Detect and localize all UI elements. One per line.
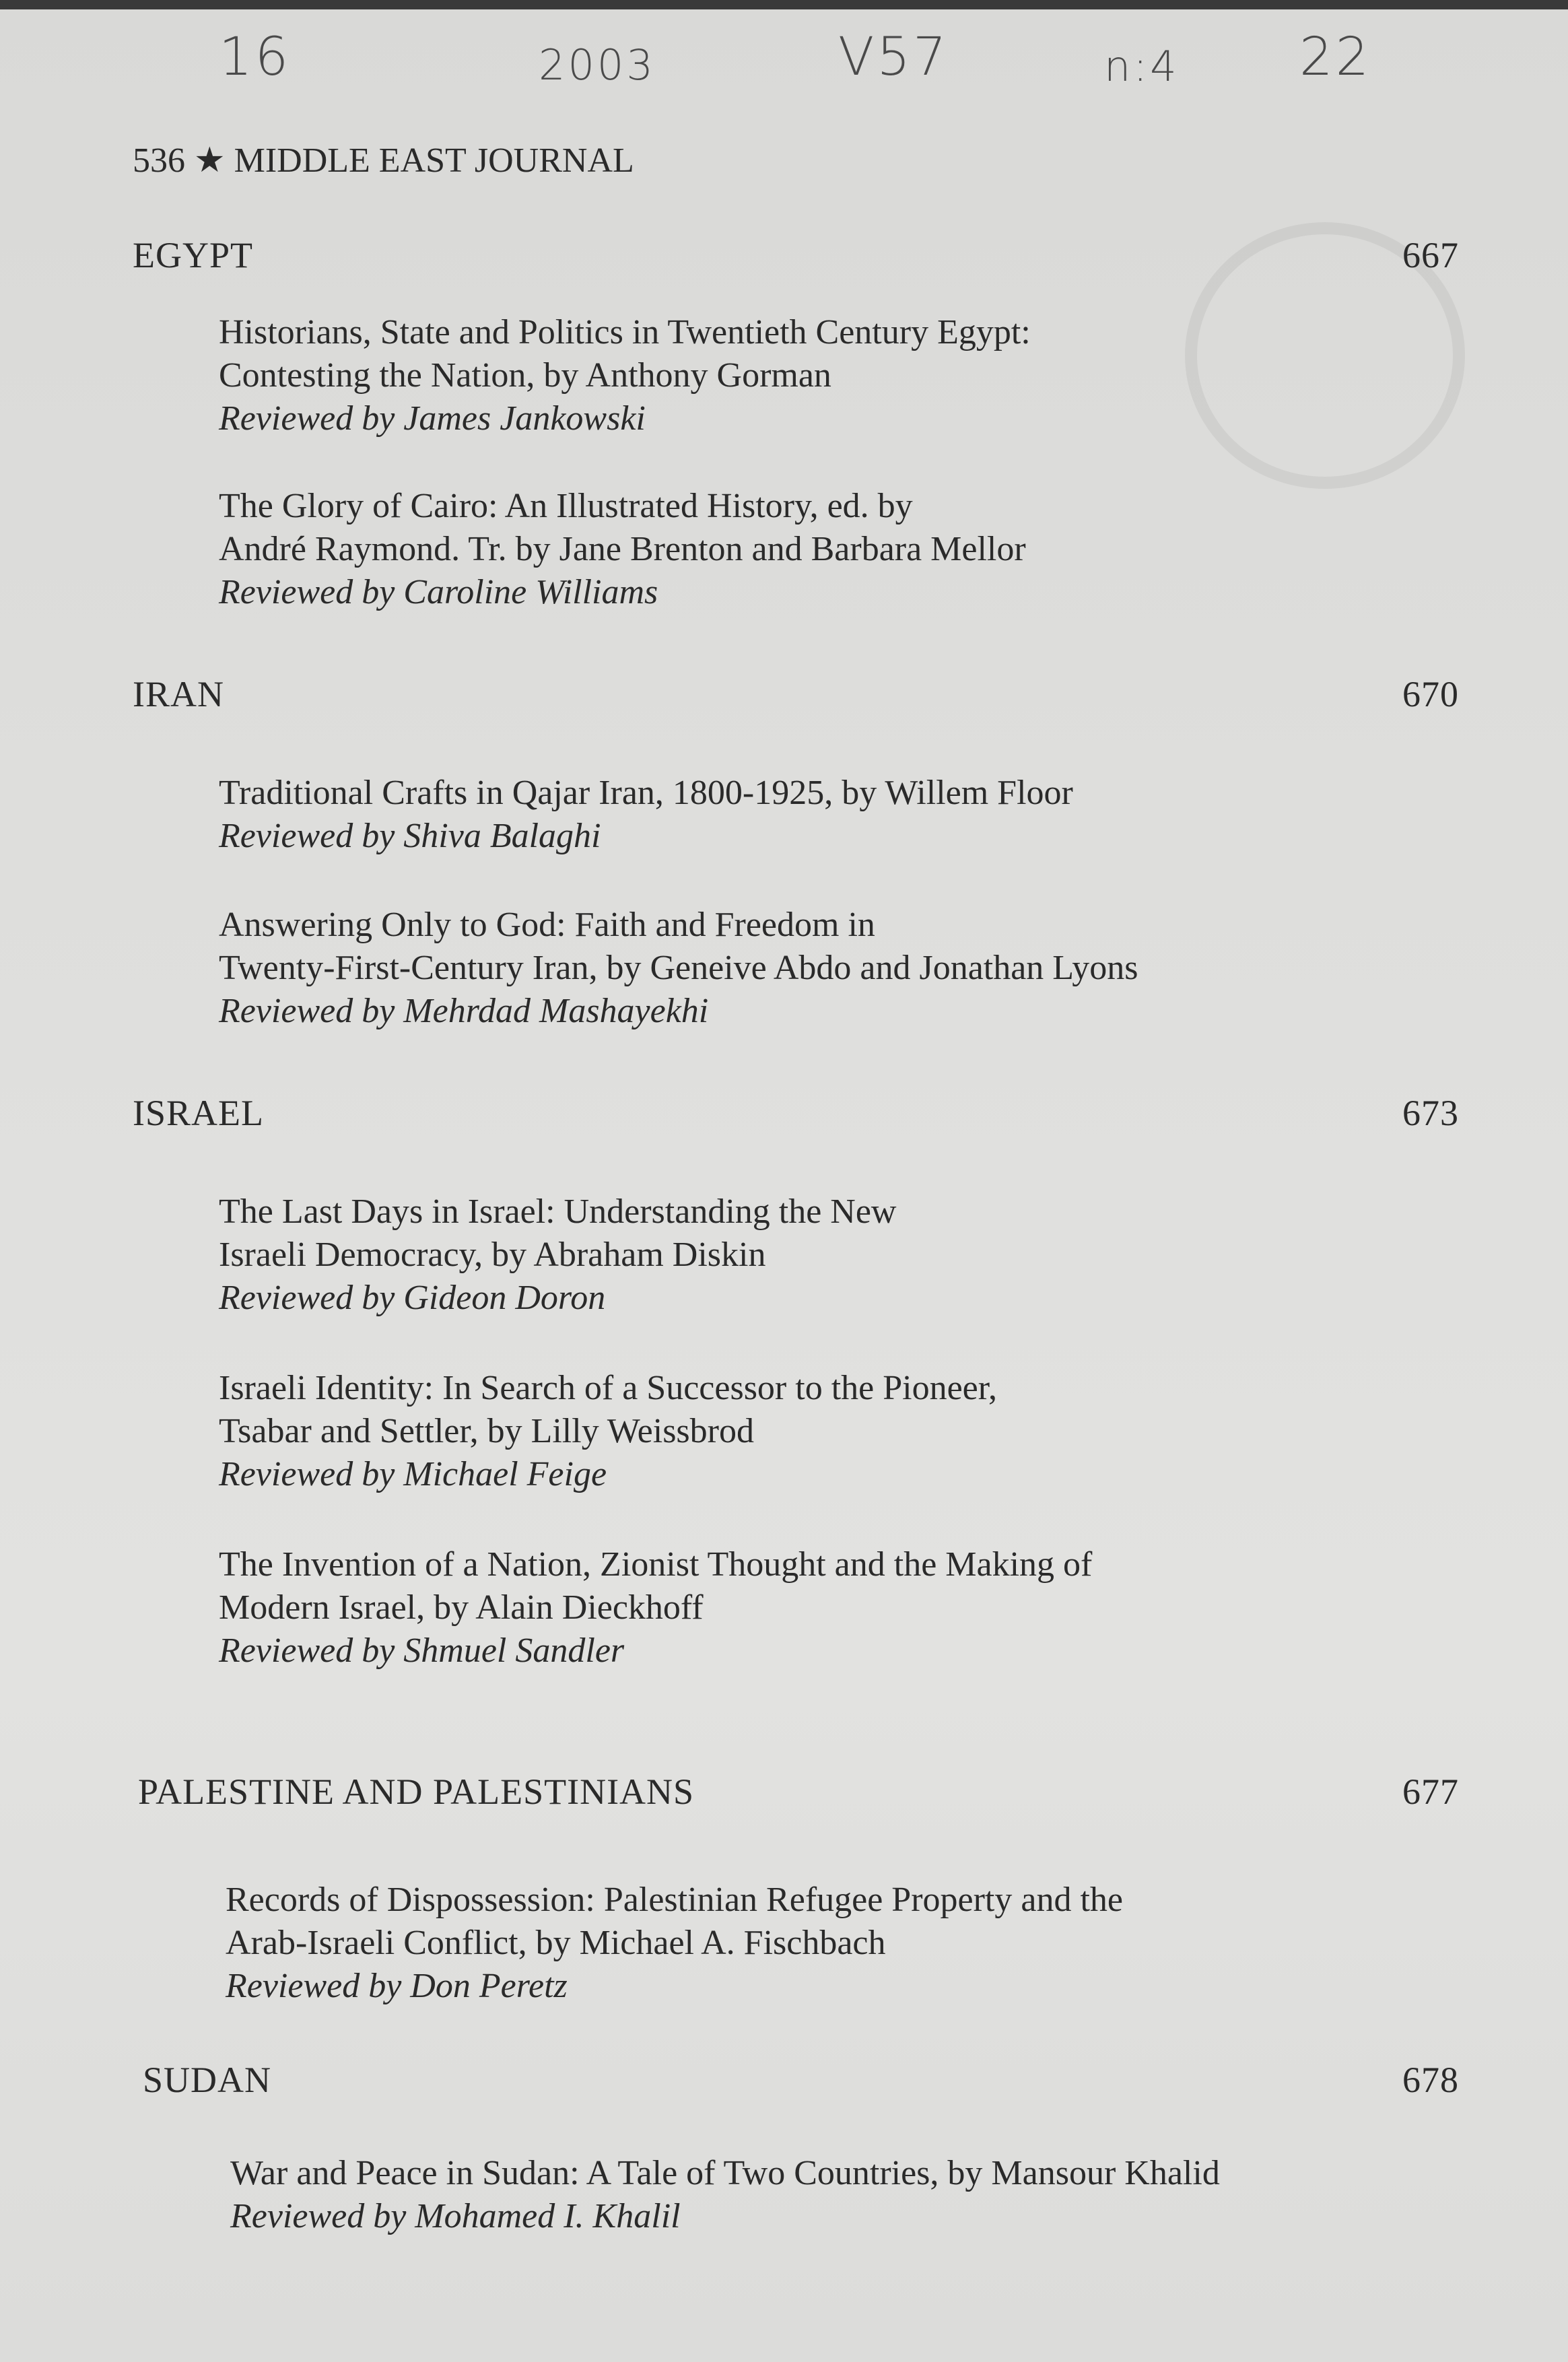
handwritten-note-4: n:4 <box>1104 42 1180 91</box>
reviewer: Reviewed by Mehrdad Mashayekhi <box>219 992 709 1030</box>
review-entry <box>219 904 1363 1033</box>
book-title-line: The Glory of Cairo: An Illustrated History, ed. by <box>219 487 913 525</box>
review-entry <box>219 772 1363 858</box>
book-title-line: The Invention of a Nation, Zionist Thought and the Making of <box>219 1545 1093 1584</box>
book-title-line: Historians, State and Politics in Twentieth Century Egypt: <box>219 313 1031 351</box>
book-title-line: Twenty-First-Century Iran, by Geneive Abdo and Jonathan Lyons <box>219 949 1138 987</box>
book-title-line: The Last Days in Israel: Understanding the New <box>219 1192 897 1231</box>
review-entry <box>219 311 1363 440</box>
review-entry <box>219 1543 1363 1673</box>
review-entry <box>230 2152 1375 2238</box>
book-title-line: Records of Dispossession: Palestinian Refugee Property and the <box>226 1881 1123 1919</box>
section-page-number: 667 <box>1402 235 1459 275</box>
handwritten-note-5: 22 <box>1299 27 1372 88</box>
reviewer: Reviewed by Don Peretz <box>226 1967 568 2005</box>
reviewer: Reviewed by James Jankowski <box>219 399 646 438</box>
review-entry <box>219 1367 1363 1496</box>
book-title-line: Contesting the Nation, by Anthony Gorman <box>219 356 831 395</box>
reviewer: Reviewed by Michael Feige <box>219 1455 607 1493</box>
section-name: EGYPT <box>133 235 253 275</box>
book-title-line: Arab-Israeli Conflict, by Michael A. Fischbach <box>226 1924 886 1962</box>
reviewer: Reviewed by Shiva Balaghi <box>219 817 601 855</box>
section-page-number: 670 <box>1402 674 1459 714</box>
review-entry <box>219 485 1363 614</box>
reviewer: Reviewed by Caroline Williams <box>219 573 658 611</box>
book-title-line: André Raymond. Tr. by Jane Brenton and Barbara Mellor <box>219 530 1026 568</box>
section-page-number: 677 <box>1402 1772 1459 1812</box>
book-title-line: Israeli Democracy, by Abraham Diskin <box>219 1236 766 1274</box>
book-title-line: Answering Only to God: Faith and Freedom in <box>219 906 875 944</box>
book-title-line: Israeli Identity: In Search of a Successor to the Pioneer, <box>219 1369 997 1407</box>
handwritten-note-1: 16 <box>219 27 292 88</box>
reviewer: Reviewed by Gideon Doron <box>219 1279 606 1317</box>
section-name: PALESTINE AND PALESTINIANS <box>138 1772 695 1812</box>
handwritten-note-2: 2003 <box>539 40 656 90</box>
book-title-line: Modern Israel, by Alain Dieckhoff <box>219 1588 704 1627</box>
section-name: IRAN <box>133 674 224 714</box>
reviewer: Reviewed by Shmuel Sandler <box>219 1631 625 1670</box>
section-page-number: 678 <box>1402 2060 1459 2100</box>
page-top-edge <box>0 0 1568 9</box>
reviewer: Reviewed by Mohamed I. Khalil <box>230 2197 681 2235</box>
handwritten-note-3: V57 <box>838 27 949 88</box>
book-title-line: Tsabar and Settler, by Lilly Weissbrod <box>219 1412 754 1450</box>
running-head: 536 ★ MIDDLE EAST JOURNAL <box>133 141 634 180</box>
section-name: ISRAEL <box>133 1093 264 1133</box>
review-entry <box>226 1879 1370 2008</box>
section-name: SUDAN <box>143 2060 272 2100</box>
review-entry <box>219 1190 1363 1320</box>
book-title-line: War and Peace in Sudan: A Tale of Two Countries, by Mansour Khalid <box>230 2154 1220 2192</box>
section-page-number: 673 <box>1402 1093 1459 1133</box>
book-title-line: Traditional Crafts in Qajar Iran, 1800-1925, by Willem Floor <box>219 774 1073 812</box>
